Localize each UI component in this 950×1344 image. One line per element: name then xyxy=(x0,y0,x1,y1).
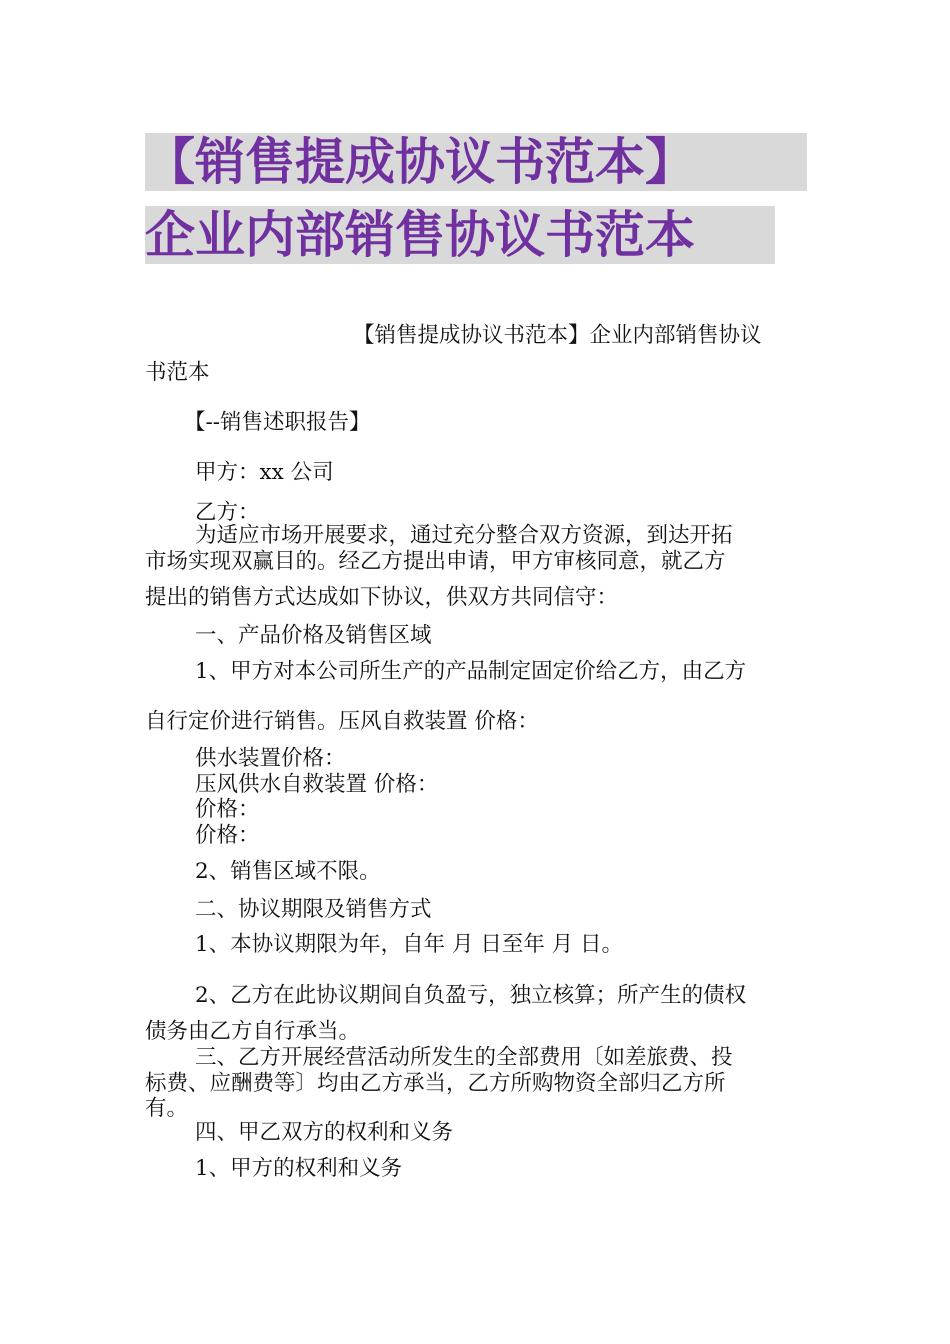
price-line-1: 供水装置价格： xyxy=(195,746,346,771)
section2-title: 二、协议期限及销售方式 xyxy=(195,897,432,922)
party-b: 乙方： xyxy=(195,500,260,525)
title-line-2: 企业内部销售协议书范本 xyxy=(145,206,775,264)
section2-item2-line-1: 2、乙方在此协议期间自负盈亏，独立核算；所产生的债权 xyxy=(195,983,747,1008)
intro-line-1: 为适应市场开展要求，通过充分整合双方资源，到达开拓 xyxy=(195,523,733,548)
price-line-3: 价格： xyxy=(195,797,260,822)
party-a: 甲方：xx 公司 xyxy=(195,460,334,485)
section1-item1-line-1: 1、甲方对本公司所生产的产品制定固定价给乙方，由乙方 xyxy=(195,659,747,684)
title-line-1: 【销售提成协议书范本】 xyxy=(145,133,807,191)
intro-line-3: 提出的销售方式达成如下协议，供双方共同信守： xyxy=(145,585,619,610)
section2-item2-line-2: 债务由乙方自行承当。 xyxy=(145,1019,361,1044)
heading-line-2: 书范本 xyxy=(145,360,210,385)
section2-item1: 1、本协议期限为年，自年 月 日至年 月 日。 xyxy=(195,932,624,957)
section3-line-3: 有。 xyxy=(145,1096,189,1121)
section1-item1-line-2: 自行定价进行销售。压风自救装置 价格： xyxy=(145,709,539,734)
section1-item2: 2、销售区域不限。 xyxy=(195,859,381,884)
section4-item1: 1、甲方的权利和义务 xyxy=(195,1156,403,1181)
report-tag: 【--销售述职报告】 xyxy=(184,410,371,435)
section3-line-2: 标费、应酬费等〕均由乙方承当，乙方所购物资全部归乙方所 xyxy=(145,1071,726,1096)
section1-title: 一、产品价格及销售区域 xyxy=(195,623,432,648)
section3-line-1: 三、乙方开展经营活动所发生的全部费用〔如差旅费、投 xyxy=(195,1045,733,1070)
intro-line-2: 市场实现双赢目的。经乙方提出申请，甲方审核同意，就乙方 xyxy=(145,549,726,574)
price-line-2: 压风供水自救装置 价格： xyxy=(195,772,439,797)
price-line-4: 价格： xyxy=(195,823,260,848)
section4-title: 四、甲乙双方的权利和义务 xyxy=(195,1120,454,1145)
heading-line-1: 【销售提成协议书范本】企业内部销售协议 xyxy=(353,323,762,348)
